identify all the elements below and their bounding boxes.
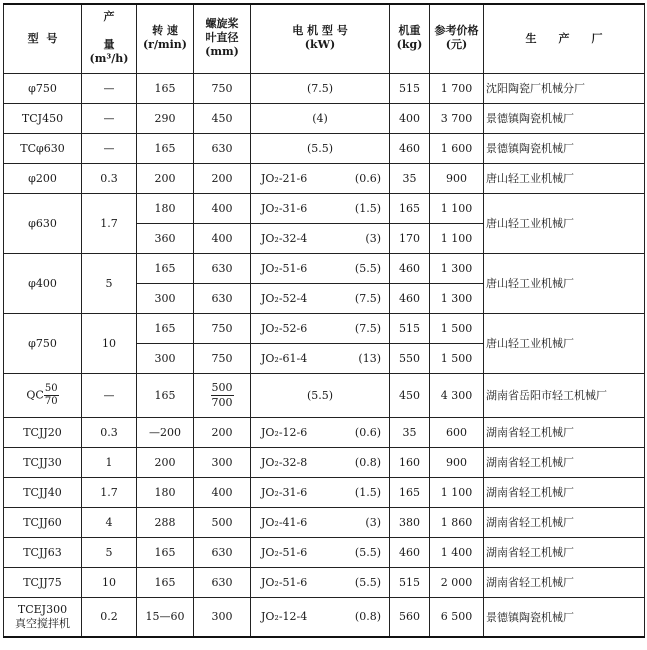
cell-diameter: 750 (194, 73, 251, 103)
cell-price: 1 300 (430, 253, 484, 283)
cell-weight: 515 (390, 313, 430, 343)
cell-motor (251, 253, 390, 283)
cell-motor (251, 477, 390, 507)
cell-model: TCJ450 (4, 103, 82, 133)
cell-output: — (82, 73, 137, 103)
header-model: 型 号 (4, 4, 82, 73)
cell-motor (251, 507, 390, 537)
cell-price: 6 500 (430, 597, 484, 637)
cell-price: 900 (430, 163, 484, 193)
cell-weight: 35 (390, 417, 430, 447)
cell-output: 5 (82, 253, 137, 313)
table-row (4, 373, 645, 417)
cell-motor (251, 417, 390, 447)
cell-price: 2 000 (430, 567, 484, 597)
cell-model: TCEJ300 真空搅拌机 (4, 597, 82, 637)
cell-diameter: 630 (194, 253, 251, 283)
motor-power: (5.5) (354, 261, 381, 275)
motor-type: JO₂-51-6 (261, 575, 308, 589)
table-row (4, 597, 645, 637)
motor-power: (7.5) (354, 291, 381, 305)
cell-weight: 400 (390, 103, 430, 133)
equipment-spec-table (3, 3, 645, 638)
cell-motor (251, 567, 390, 597)
table-row (4, 417, 645, 447)
motor-type: JO₂-31-6 (261, 485, 308, 499)
cell-weight: 460 (390, 253, 430, 283)
header-diameter: 螺旋桨 叶直径 (mm) (194, 4, 251, 73)
cell-maker: 湖南省轻工机械厂 (484, 447, 645, 477)
cell-price: 1 100 (430, 193, 484, 223)
table-row (4, 477, 645, 507)
cell-price: 1 500 (430, 343, 484, 373)
motor-power: (3) (365, 231, 381, 245)
cell-motor (251, 73, 390, 103)
motor-power: (5.5) (354, 545, 381, 559)
header-output: 产 量 (m³/h) (82, 4, 137, 73)
cell-speed: 165 (137, 133, 194, 163)
cell-model: φ400 (4, 253, 82, 313)
motor-type: JO₂-12-4 (261, 610, 308, 624)
cell-weight: 165 (390, 193, 430, 223)
cell-motor (251, 283, 390, 313)
table-row (4, 537, 645, 567)
table-row (4, 313, 645, 343)
motor-power: (3) (365, 515, 381, 529)
motor-type: JO₂-52-4 (261, 291, 308, 305)
cell-speed: 165 (137, 537, 194, 567)
cell-speed: 165 (137, 373, 194, 417)
cell-diameter: 500 (194, 507, 251, 537)
motor-type: JO₂-31-6 (261, 201, 308, 215)
table-row (4, 133, 645, 163)
cell-output: — (82, 103, 137, 133)
cell-output: 1.7 (82, 193, 137, 253)
cell-model: φ750 (4, 73, 82, 103)
cell-speed: —200 (137, 417, 194, 447)
cell-price: 900 (430, 447, 484, 477)
motor-type: JO₂-21-6 (261, 171, 308, 185)
cell-maker: 沈阳陶瓷厂机械分厂 (484, 73, 645, 103)
table-row (4, 103, 645, 133)
table-row (4, 73, 645, 103)
cell-motor (251, 343, 390, 373)
cell-output: 10 (82, 567, 137, 597)
table-row (4, 567, 645, 597)
cell-speed: 200 (137, 163, 194, 193)
motor-power: (7.5) (306, 81, 334, 95)
cell-weight: 515 (390, 567, 430, 597)
motor-power: (1.5) (354, 201, 381, 215)
cell-weight: 170 (390, 223, 430, 253)
motor-power: (5.5) (354, 575, 381, 589)
cell-model: φ750 (4, 313, 82, 373)
table-row (4, 253, 645, 283)
cell-maker: 湖南省轻工机械厂 (484, 537, 645, 567)
cell-weight: 460 (390, 537, 430, 567)
motor-power: (0.8) (354, 455, 381, 469)
motor-power: (13) (358, 351, 381, 365)
cell-price: 1 860 (430, 507, 484, 537)
cell-model (4, 373, 82, 417)
cell-maker: 唐山轻工业机械厂 (484, 193, 645, 253)
diameter-fraction: $\frac{500}{700}$ (211, 380, 233, 409)
motor-power: (5.5) (306, 141, 334, 155)
motor-type: JO₂-51-6 (261, 261, 308, 275)
header-motor: 电 机 型 号 (kW) (251, 4, 390, 73)
cell-model: TCJJ75 (4, 567, 82, 597)
cell-price: 1 400 (430, 537, 484, 567)
cell-motor (251, 163, 390, 193)
cell-speed: 180 (137, 193, 194, 223)
cell-model: TCJJ30 (4, 447, 82, 477)
cell-speed: 15—60 (137, 597, 194, 637)
cell-speed: 300 (137, 343, 194, 373)
cell-price: 1 700 (430, 73, 484, 103)
cell-output: — (82, 133, 137, 163)
header-row (4, 4, 645, 73)
cell-model: TCJJ20 (4, 417, 82, 447)
cell-motor (251, 193, 390, 223)
cell-diameter: 400 (194, 477, 251, 507)
model-prefix: QC (26, 388, 44, 401)
motor-type: JO₂-41-6 (261, 515, 308, 529)
cell-speed: 165 (137, 253, 194, 283)
cell-weight: 450 (390, 373, 430, 417)
header-price: 参考价格 (元) (430, 4, 484, 73)
cell-weight: 160 (390, 447, 430, 477)
cell-motor (251, 537, 390, 567)
cell-diameter: 400 (194, 223, 251, 253)
cell-output: 0.2 (82, 597, 137, 637)
cell-motor (251, 133, 390, 163)
cell-motor (251, 223, 390, 253)
cell-speed: 360 (137, 223, 194, 253)
cell-diameter: 400 (194, 193, 251, 223)
cell-price: 1 600 (430, 133, 484, 163)
cell-price: 1 300 (430, 283, 484, 313)
cell-motor (251, 313, 390, 343)
cell-model: TCφ630 (4, 133, 82, 163)
motor-power: (1.5) (354, 485, 381, 499)
cell-diameter: 630 (194, 133, 251, 163)
cell-diameter: 300 (194, 597, 251, 637)
table-row (4, 447, 645, 477)
cell-model: TCJJ60 (4, 507, 82, 537)
cell-weight: 460 (390, 283, 430, 313)
cell-maker: 湖南省轻工机械厂 (484, 567, 645, 597)
cell-output: 5 (82, 537, 137, 567)
cell-weight: 550 (390, 343, 430, 373)
cell-output: 10 (82, 313, 137, 373)
cell-output: 1.7 (82, 477, 137, 507)
cell-diameter: 750 (194, 313, 251, 343)
cell-weight: 515 (390, 73, 430, 103)
cell-price: 1 100 (430, 477, 484, 507)
cell-model: φ200 (4, 163, 82, 193)
cell-price: 1 500 (430, 313, 484, 343)
cell-diameter: 200 (194, 417, 251, 447)
cell-maker: 唐山轻工业机械厂 (484, 313, 645, 373)
cell-maker: 唐山轻工业机械厂 (484, 253, 645, 313)
cell-speed: 165 (137, 313, 194, 343)
cell-speed: 300 (137, 283, 194, 313)
cell-maker: 湖南省轻工机械厂 (484, 417, 645, 447)
cell-speed: 180 (137, 477, 194, 507)
motor-type: JO₂-32-4 (261, 231, 308, 245)
cell-maker: 唐山轻工业机械厂 (484, 163, 645, 193)
cell-output: 0.3 (82, 417, 137, 447)
table-row (4, 507, 645, 537)
cell-diameter: 750 (194, 343, 251, 373)
motor-type: JO₂-32-8 (261, 455, 308, 469)
cell-weight: 35 (390, 163, 430, 193)
cell-diameter: 300 (194, 447, 251, 477)
header-weight: 机重 (kg) (390, 4, 430, 73)
table-row (4, 193, 645, 223)
cell-speed: 288 (137, 507, 194, 537)
cell-weight: 380 (390, 507, 430, 537)
motor-type: JO₂-52-6 (261, 321, 308, 335)
cell-model: TCJJ63 (4, 537, 82, 567)
header-speed: 转 速 (r/min) (137, 4, 194, 73)
header-maker: 生 产 厂 (484, 4, 645, 73)
cell-diameter: 630 (194, 567, 251, 597)
cell-model: φ630 (4, 193, 82, 253)
cell-price: 1 100 (430, 223, 484, 253)
cell-output: — (82, 373, 137, 417)
model-fraction: $\frac{50}{70}$ (44, 382, 58, 407)
cell-maker: 湖南省轻工机械厂 (484, 477, 645, 507)
cell-speed: 165 (137, 567, 194, 597)
motor-type: JO₂-61-4 (261, 351, 308, 365)
cell-diameter: 450 (194, 103, 251, 133)
cell-motor (251, 103, 390, 133)
cell-diameter: 200 (194, 163, 251, 193)
motor-power: (0.6) (354, 425, 381, 439)
cell-weight: 560 (390, 597, 430, 637)
motor-power: (0.8) (354, 610, 381, 624)
motor-type: JO₂-12-6 (261, 425, 308, 439)
motor-power: (4) (312, 111, 328, 125)
cell-model: TCJJ40 (4, 477, 82, 507)
cell-diameter: 630 (194, 537, 251, 567)
motor-type: JO₂-51-6 (261, 545, 308, 559)
cell-weight: 165 (390, 477, 430, 507)
cell-output: 0.3 (82, 163, 137, 193)
cell-diameter: 630 (194, 283, 251, 313)
motor-power: (0.6) (354, 171, 381, 185)
motor-power: (7.5) (354, 321, 381, 335)
cell-output: 4 (82, 507, 137, 537)
table-row (4, 163, 645, 193)
cell-maker: 湖南省轻工机械厂 (484, 507, 645, 537)
cell-maker: 景德镇陶瓷机械厂 (484, 133, 645, 163)
cell-output: 1 (82, 447, 137, 477)
cell-motor (251, 373, 390, 417)
cell-speed: 165 (137, 73, 194, 103)
cell-maker: 湖南省岳阳市轻工机械厂 (484, 373, 645, 417)
cell-price: 4 300 (430, 373, 484, 417)
cell-motor (251, 447, 390, 477)
cell-maker: 景德镇陶瓷机械厂 (484, 597, 645, 637)
cell-price: 3 700 (430, 103, 484, 133)
cell-price: 600 (430, 417, 484, 447)
motor-power: (5.5) (306, 388, 334, 402)
cell-motor (251, 597, 390, 637)
cell-speed: 200 (137, 447, 194, 477)
cell-diameter (194, 373, 251, 417)
cell-weight: 460 (390, 133, 430, 163)
cell-speed: 290 (137, 103, 194, 133)
cell-maker: 景德镇陶瓷机械厂 (484, 103, 645, 133)
